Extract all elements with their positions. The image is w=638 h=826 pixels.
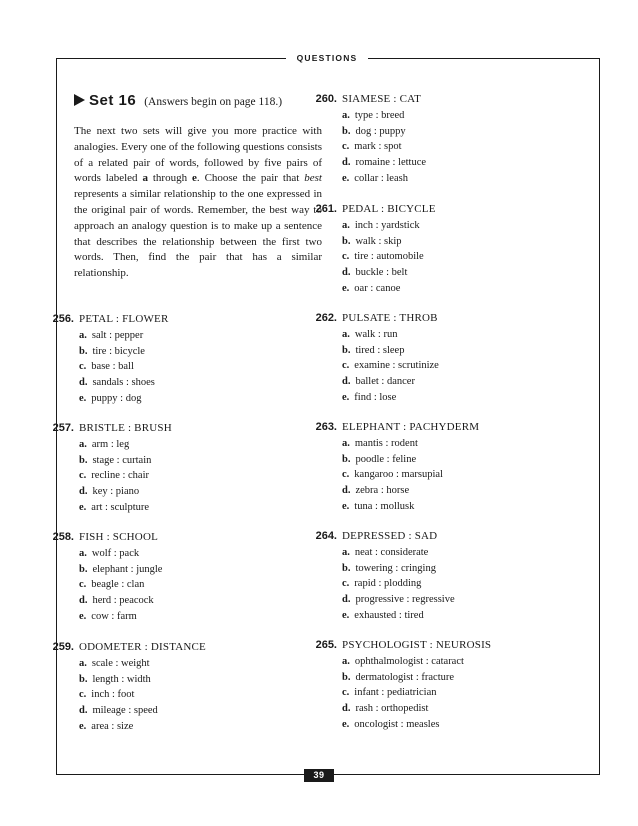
answer-choice	[342, 670, 555, 686]
choice-letter: d.	[342, 267, 351, 279]
choice-text: salt : pepper	[91, 329, 144, 341]
choice-letter: b.	[342, 235, 351, 247]
choice-letter: d.	[342, 485, 351, 497]
answer-choice	[79, 344, 292, 360]
choice-text: zebra : horse	[355, 485, 410, 497]
intro-bold-a: a	[142, 172, 148, 185]
choice-letter: b.	[79, 345, 88, 357]
choice-letter: a.	[342, 655, 350, 667]
answer-choice	[342, 499, 555, 515]
question-header	[305, 638, 555, 654]
answer-choice	[342, 467, 555, 483]
choice-text: mileage : speed	[92, 705, 158, 717]
choice-text: collar : leash	[354, 172, 408, 184]
answer-choice	[342, 654, 555, 670]
question-number: 263.	[315, 421, 337, 433]
answer-choice	[342, 608, 555, 624]
choice-letter: e.	[342, 282, 350, 294]
answer-choices	[342, 218, 555, 297]
choice-text: cow : farm	[91, 610, 137, 622]
choice-text: base : ball	[91, 361, 134, 373]
answer-choice	[342, 155, 555, 171]
choice-text: arm : leg	[91, 438, 130, 450]
answer-choice	[342, 343, 555, 359]
answer-choice	[79, 375, 292, 391]
answer-choice	[79, 562, 292, 578]
answer-choice	[342, 592, 555, 608]
question-number: 261.	[315, 203, 337, 215]
answer-choice	[79, 719, 292, 735]
choice-letter: c.	[79, 470, 87, 482]
choice-text: puppy : dog	[91, 392, 142, 404]
question-header	[305, 92, 555, 108]
answer-choice	[79, 703, 292, 719]
choice-letter: c.	[342, 141, 350, 153]
intro-paragraph	[74, 124, 322, 282]
choice-letter: d.	[79, 705, 88, 717]
question-item	[42, 421, 292, 516]
choice-text: oar : canoe	[354, 282, 401, 294]
choice-letter: e.	[342, 718, 350, 730]
answer-choices	[79, 328, 292, 407]
answer-choice	[79, 391, 292, 407]
answer-choices	[79, 437, 292, 516]
answer-choices	[342, 108, 555, 187]
question-stem: ELEPHANT : PACHYDERM	[342, 421, 480, 433]
intro-bold-e: e	[192, 172, 197, 185]
answer-choice	[79, 437, 292, 453]
choice-text: tuna : mollusk	[354, 500, 415, 512]
choice-text: oncologist : measles	[354, 718, 440, 730]
choice-letter: e.	[342, 172, 350, 184]
choice-letter: c.	[342, 251, 350, 263]
answer-choices	[79, 656, 292, 735]
choice-letter: d.	[342, 376, 351, 388]
choice-letter: a.	[342, 437, 350, 449]
answer-choice	[342, 124, 555, 140]
choice-letter: b.	[342, 562, 351, 574]
set-title: Set 16	[89, 92, 137, 109]
choice-letter: c.	[79, 689, 87, 701]
answer-choice	[79, 609, 292, 625]
choice-text: key : piano	[92, 486, 140, 498]
answer-choice	[342, 436, 555, 452]
section-header: QUESTIONS	[296, 53, 358, 63]
choice-letter: c.	[342, 578, 350, 590]
choice-letter: a.	[79, 329, 87, 341]
choice-letter: c.	[79, 579, 87, 591]
question-stem: SIAMESE : CAT	[342, 93, 421, 105]
question-item	[305, 529, 555, 624]
intro-italic-best: best	[304, 172, 322, 185]
answer-choice	[79, 577, 292, 593]
choice-letter: d.	[342, 594, 351, 606]
choice-text: rash : orthopedist	[355, 703, 429, 715]
question-number: 257.	[52, 422, 74, 434]
choice-text: dermatologist : fracture	[355, 671, 455, 683]
answer-choice	[342, 483, 555, 499]
choice-letter: b.	[79, 563, 88, 575]
intro-text-2: through	[147, 172, 193, 185]
choice-text: herd : peacock	[92, 595, 154, 607]
choice-letter: a.	[342, 109, 350, 121]
question-header	[42, 421, 292, 437]
answer-choices	[342, 545, 555, 624]
choice-text: poodle : feline	[355, 453, 417, 465]
answer-choice	[79, 359, 292, 375]
choice-letter: e.	[79, 610, 87, 622]
answer-choice	[79, 328, 292, 344]
question-number: 258.	[52, 531, 74, 543]
choice-letter: a.	[342, 219, 350, 231]
answer-choice	[342, 265, 555, 281]
set-heading	[74, 92, 282, 109]
question-item	[305, 638, 555, 733]
choice-text: recline : chair	[91, 470, 150, 482]
choice-letter: b.	[342, 671, 351, 683]
answer-choice	[342, 234, 555, 250]
question-stem: FISH : SCHOOL	[79, 531, 159, 543]
answer-choice	[79, 656, 292, 672]
choice-letter: e.	[342, 391, 350, 403]
answer-choice	[342, 218, 555, 234]
question-header	[305, 420, 555, 436]
choice-text: art : sculpture	[91, 501, 150, 513]
header-rule-left	[56, 58, 286, 59]
answer-choices	[79, 546, 292, 625]
question-item	[42, 312, 292, 407]
question-stem: PEDAL : BICYCLE	[342, 203, 436, 215]
answer-choice	[342, 717, 555, 733]
answer-choice	[79, 468, 292, 484]
choice-text: length : width	[92, 673, 151, 685]
answer-choice	[342, 390, 555, 406]
choice-text: mantis : rodent	[354, 437, 418, 449]
question-header	[42, 530, 292, 546]
question-number: 259.	[52, 641, 74, 653]
choice-text: mark : spot	[354, 141, 402, 153]
question-stem: DEPRESSED : SAD	[342, 530, 438, 542]
choice-letter: d.	[342, 703, 351, 715]
answer-choice	[79, 546, 292, 562]
answer-choice	[342, 576, 555, 592]
question-stem: PETAL : FLOWER	[79, 313, 169, 325]
choice-letter: a.	[79, 547, 87, 559]
choice-text: infant : pediatrician	[354, 687, 437, 699]
triangle-arrow-icon	[74, 94, 85, 106]
answer-choice	[79, 500, 292, 516]
choice-text: tired : sleep	[355, 344, 405, 356]
answer-choice	[342, 452, 555, 468]
choice-text: wolf : pack	[91, 547, 140, 559]
answer-choice	[79, 672, 292, 688]
choice-letter: e.	[79, 720, 87, 732]
choice-text: find : lose	[354, 391, 397, 403]
answer-choice	[342, 685, 555, 701]
question-number: 256.	[52, 313, 74, 325]
choice-text: inch : yardstick	[354, 219, 420, 231]
question-stem: BRISTLE : BRUSH	[79, 422, 172, 434]
question-item	[305, 92, 555, 187]
question-stem: ODOMETER : DISTANCE	[79, 641, 206, 653]
answer-choice	[342, 139, 555, 155]
choice-text: elephant : jungle	[92, 563, 163, 575]
choice-letter: c.	[342, 360, 350, 372]
answer-choice	[342, 358, 555, 374]
choice-letter: a.	[79, 657, 87, 669]
choice-text: exhausted : tired	[354, 609, 424, 621]
question-header	[305, 202, 555, 218]
choice-text: buckle : belt	[355, 267, 408, 279]
answer-choice	[342, 171, 555, 187]
choice-text: ballet : dancer	[355, 376, 415, 388]
answer-choice	[79, 484, 292, 500]
choice-text: tire : automobile	[354, 251, 424, 263]
choice-text: walk : run	[354, 328, 398, 340]
answer-choice	[79, 593, 292, 609]
answer-choices	[342, 327, 555, 406]
choice-text: type : breed	[354, 109, 405, 121]
question-stem: PSYCHOLOGIST : NEUROSIS	[342, 639, 492, 651]
choice-text: walk : skip	[355, 235, 402, 247]
choice-text: ophthalmologist : cataract	[354, 655, 464, 667]
choice-text: area : size	[91, 720, 134, 732]
choice-letter: a.	[342, 546, 350, 558]
answer-choice	[342, 701, 555, 717]
question-header	[305, 311, 555, 327]
choice-text: neat : considerate	[354, 546, 429, 558]
choice-text: beagle : clan	[91, 579, 145, 591]
question-header	[305, 529, 555, 545]
intro-text-1: The next two sets will give you more practice with analogies. Every one of the following questions consists of a related pair of words, followed by five pairs of words labeled	[74, 125, 322, 185]
choice-letter: b.	[79, 673, 88, 685]
choice-letter: d.	[79, 377, 88, 389]
choice-letter: b.	[79, 454, 88, 466]
question-number: 264.	[315, 530, 337, 542]
choice-text: inch : foot	[91, 689, 135, 701]
answer-choice	[342, 108, 555, 124]
choice-text: towering : cringing	[355, 562, 436, 574]
choice-letter: e.	[342, 500, 350, 512]
choice-text: stage : curtain	[92, 454, 152, 466]
choice-letter: e.	[79, 501, 87, 513]
header-rule-right	[368, 58, 600, 59]
question-stem: PULSATE : THROB	[342, 312, 438, 324]
question-item	[305, 420, 555, 515]
choice-text: kangaroo : marsupial	[354, 469, 443, 481]
question-number: 262.	[315, 312, 337, 324]
answer-choice	[342, 327, 555, 343]
choice-text: examine : scrutinize	[354, 360, 439, 372]
choice-letter: b.	[342, 125, 351, 137]
intro-text-4: represents a similar relationship to the one expressed in the original pair of words. Remember, the best way to approach an analogy question is to make up a sentence that describes the relationship between the first two words. Then, find the pair that has a similar relationship.	[74, 188, 322, 280]
choice-letter: e.	[79, 392, 87, 404]
choice-text: dog : puppy	[355, 125, 406, 137]
choice-text: sandals : shoes	[92, 377, 155, 389]
choice-letter: c.	[342, 469, 350, 481]
answer-choice	[79, 687, 292, 703]
answer-choice	[342, 281, 555, 297]
set-answer-note: (Answers begin on page 118.)	[144, 96, 283, 108]
answer-choice	[342, 561, 555, 577]
choice-letter: a.	[342, 328, 350, 340]
choice-text: progressive : regressive	[355, 594, 455, 606]
answer-choice	[79, 453, 292, 469]
choice-letter: c.	[79, 361, 87, 373]
question-item	[42, 530, 292, 625]
choice-letter: e.	[342, 609, 350, 621]
question-header	[42, 312, 292, 328]
choice-text: rapid : plodding	[354, 578, 422, 590]
question-item	[305, 311, 555, 406]
answer-choices	[342, 436, 555, 515]
intro-text-3: . Choose the pair that	[196, 172, 305, 185]
question-number: 260.	[315, 93, 337, 105]
question-header	[42, 640, 292, 656]
choice-letter: c.	[342, 687, 350, 699]
choice-letter: d.	[342, 157, 351, 169]
page-number: 39	[304, 769, 334, 782]
answer-choice	[342, 249, 555, 265]
choice-letter: b.	[342, 453, 351, 465]
answer-choices	[342, 654, 555, 733]
answer-choice	[342, 545, 555, 561]
choice-letter: b.	[342, 344, 351, 356]
question-number: 265.	[315, 639, 337, 651]
choice-letter: d.	[79, 486, 88, 498]
choice-text: tire : bicycle	[92, 345, 145, 357]
choice-text: romaine : lettuce	[355, 157, 427, 169]
question-item	[305, 202, 555, 297]
choice-letter: d.	[79, 595, 88, 607]
answer-choice	[342, 374, 555, 390]
choice-text: scale : weight	[91, 657, 150, 669]
question-item	[42, 640, 292, 735]
choice-letter: a.	[79, 438, 87, 450]
